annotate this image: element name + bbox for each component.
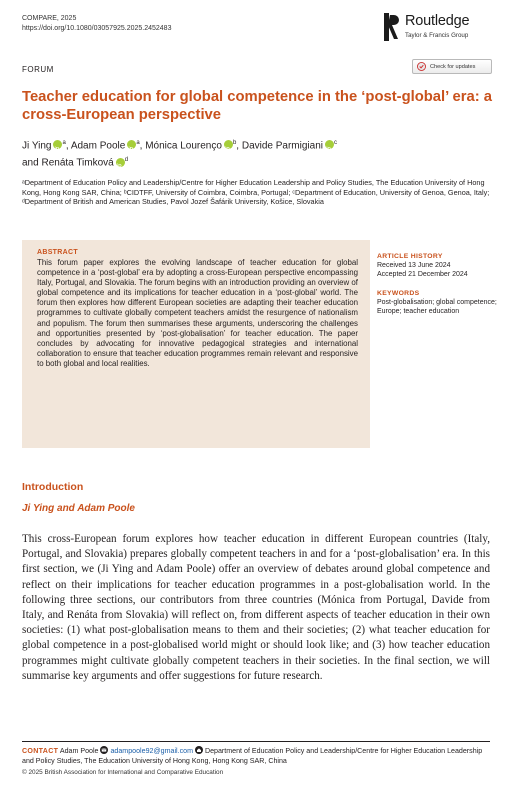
author-name: Ji Ying bbox=[22, 140, 52, 152]
email-icon bbox=[100, 746, 108, 754]
author-affiliation-mark: a bbox=[136, 140, 140, 146]
publisher-subtitle: Taylor & Francis Group bbox=[405, 32, 469, 39]
author-affiliation-mark: c bbox=[334, 140, 337, 146]
author-affiliation-mark: a bbox=[62, 140, 66, 146]
author-affiliation-mark: b bbox=[232, 140, 237, 146]
copyright-notice: © 2025 British Association for International and Comparative Education bbox=[22, 769, 224, 776]
orcid-icon[interactable] bbox=[116, 158, 125, 167]
author-list: Ji YingiD $^a$, Adam PooleiD $^a$, Mónica LourençoiD $^b$, Davide ParmigianiiD $^c$ and Renáta TimkováiD $^d$ bbox=[22, 136, 502, 171]
keywords-list: Post-globalisation; global competence; Europe; teacher education bbox=[377, 298, 497, 316]
section-label: FORUM bbox=[22, 65, 54, 74]
author-name: Adam Poole bbox=[70, 140, 126, 152]
publisher-name: Routledge bbox=[405, 13, 470, 29]
footer-divider bbox=[22, 741, 490, 742]
author-name: Mónica Lourenço bbox=[145, 140, 222, 152]
author-affiliation-mark: d bbox=[124, 157, 129, 164]
contact-address: Department of Education Policy and Leadership/Centre for Higher Education Leadership and Policy Studies, The Education University of Hong Kong, Hong Kong SAR, China bbox=[22, 747, 483, 765]
doi-link[interactable]: https://doi.org/10.1080/03057925.2025.2452483 bbox=[22, 24, 172, 32]
keywords-heading: KEYWORDS bbox=[377, 289, 420, 297]
abstract-box bbox=[22, 240, 370, 448]
contact-label: CONTACT bbox=[22, 747, 59, 755]
abstract-heading: ABSTRACT bbox=[37, 249, 78, 256]
article-sidebar bbox=[377, 252, 499, 316]
contact-block bbox=[22, 746, 494, 766]
affiliations: ᵃDepartment of Education Policy and Leadership/Centre for Higher Education Leadership and Policy Studies, The Education University of Hong Kong, Hong Kong SAR, China; ᵇCIDTFF, University of Coimbra, Coimbra, Portugal; ᶜDepartment of Education, University of Genoa, Genoa, Italy; ᵈDepartment of British and American Studies, Pavol Jozef Šafárik University, Košice, Slovakia bbox=[22, 178, 490, 207]
history-heading: ARTICLE HISTORY bbox=[377, 253, 443, 260]
check-updates-icon bbox=[417, 62, 426, 71]
check-updates-button[interactable] bbox=[412, 59, 492, 74]
orcid-icon[interactable] bbox=[325, 140, 334, 149]
address-icon bbox=[195, 746, 203, 754]
journal-name: COMPARE, 2025 bbox=[22, 15, 77, 22]
journal-info bbox=[22, 14, 171, 33]
contact-name: Adam Poole bbox=[59, 747, 99, 755]
author-name: Davide Parmigiani bbox=[241, 140, 323, 152]
author-name: Renáta Timková bbox=[41, 157, 114, 169]
section-heading: Introduction bbox=[22, 481, 84, 493]
received-date: Received 13 June 2024 bbox=[377, 262, 451, 270]
orcid-icon[interactable] bbox=[127, 140, 136, 149]
orcid-icon[interactable] bbox=[224, 140, 233, 149]
orcid-icon[interactable] bbox=[53, 140, 62, 149]
check-updates-label: Check for updates bbox=[430, 63, 476, 70]
article-title: Teacher education for global competence in the ‘post-global’ era: a cross-European perspective bbox=[22, 89, 493, 123]
routledge-logo-icon bbox=[384, 13, 400, 41]
abstract-text: This forum paper explores the evolving landscape of teacher education for global competence in a ‘post-global’ era by adopting a cross-European perspective encompassing Italy, Portugal, and Slovakia. The forum begins with an introduction providing an overview of global competence and its implications for teacher education in a ‘post-global’ world. The forum then explores how different European societies are adapting their teacher education programmes to cultivate globally competent teachers amidst the resurgence of nationalism and populism. The forum then summarises these arguments, underscoring the challenges and opportunities presented by ‘post-globalisation’ for teacher education. The paper concludes by advocating for innovative pedagogical strategies and international collaboration to ensure that teacher education programmes remain relevant and responsive to both global and local realities. bbox=[37, 258, 358, 368]
body-paragraph: This cross-European forum explores how teacher education in different European countries (Italy, Portugal, and Slovakia) prepares globally competent teachers in and for a ‘post-globalisation’ era. In this first section, we (Ji Ying and Adam Poole) offer an overview of debates around global competence and reflect on their implications for teacher education programmes in a post-globalisation world. In the following three sections, our contributors from three countries (Mónica from Portugal, Davide from Italy, and Renáta from Slovakia) will reflect on, from different aspects of teacher education in their own societies: (1) what post-globalisation means to them and their societies; (2) what teacher education for global competence in a post-globalised world might or should look like; and (3) how teacher education programmes might cultivate globally competent teachers in their societies. In the final section, we will summarise key arguments and offer suggestions for future research. bbox=[22, 533, 490, 682]
section-subheading: Ji Ying and Adam Poole bbox=[22, 503, 135, 514]
publisher-logo bbox=[384, 13, 494, 43]
accepted-date: Accepted 21 December 2024 bbox=[377, 271, 468, 279]
contact-email-link[interactable]: adampoole92@gmail.com bbox=[110, 747, 193, 755]
